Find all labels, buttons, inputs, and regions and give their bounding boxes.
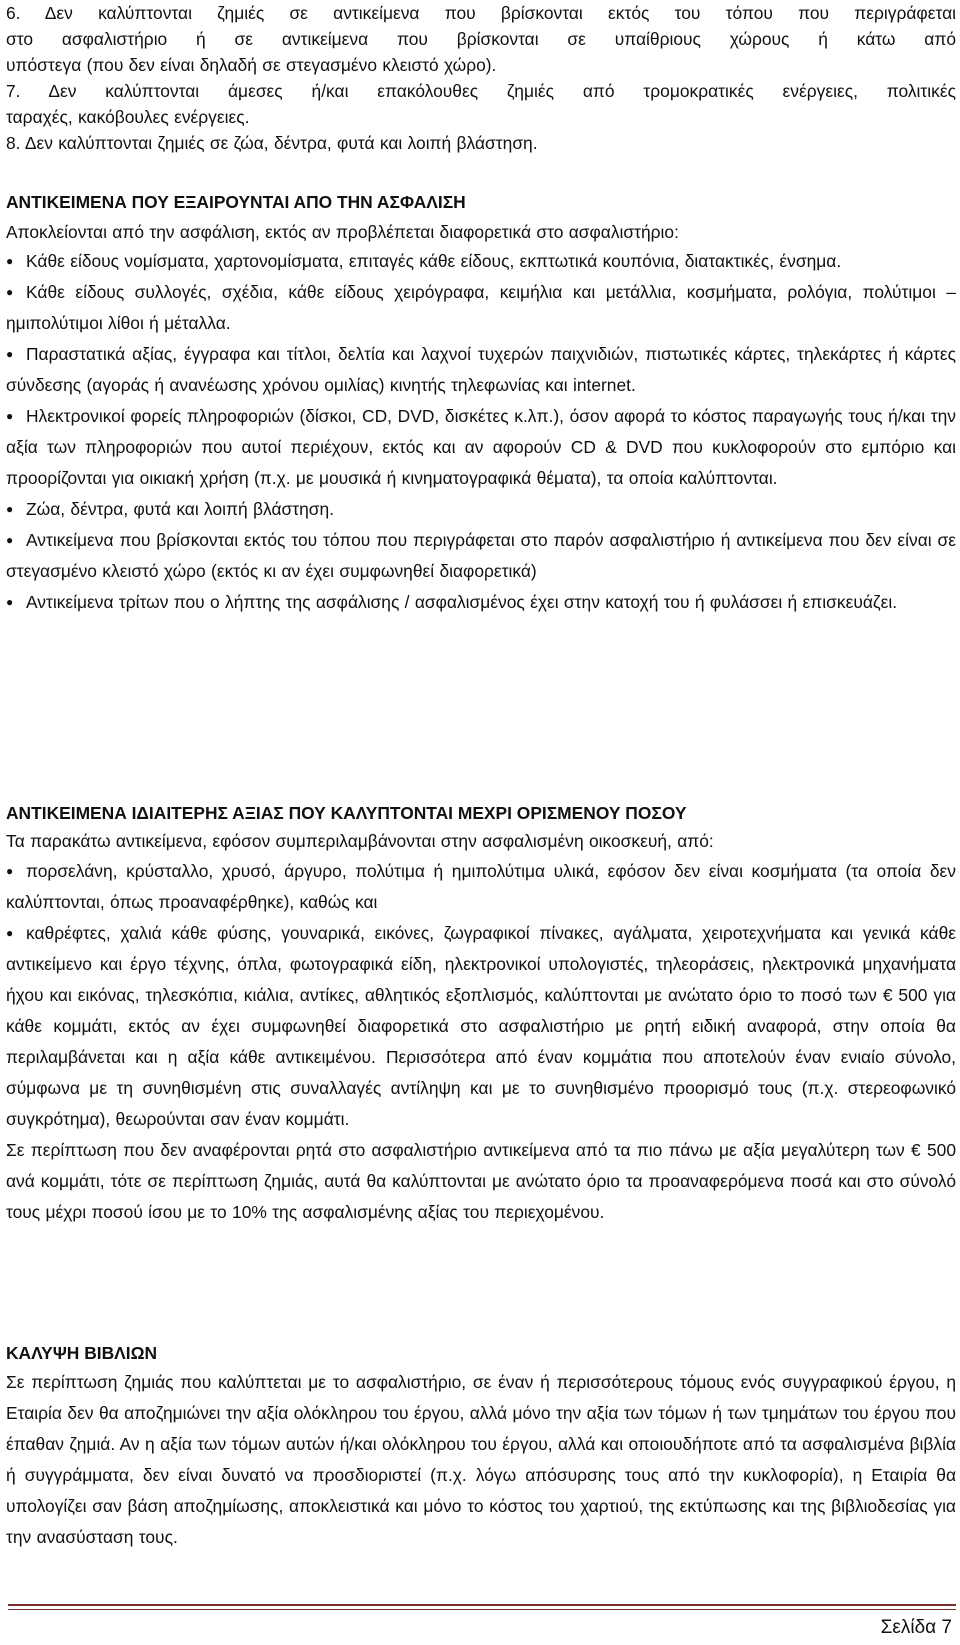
bullet-icon: ● xyxy=(6,926,14,940)
bullet-text: πορσελάνη, κρύσταλλο, χρυσό, άργυρο, πολύτιμα ή ημιπολύτιμα υλικά, εφόσον δεν είναι κοσμήματα (τα οποία δεν καλύπτονται, όπως προαναφέρθηκε), καθώς και xyxy=(6,861,956,912)
books-heading: ΚΑΛΥΨΗ ΒΙΒΛΙΩΝ xyxy=(6,1343,158,1363)
bullet-text: Ηλεκτρονικοί φορείς πληροφοριών (δίσκοι, CD, DVD, δισκέτες κ.λπ.), όσον αφορά το κόστος παραγωγής τους ή/και την αξία των πληροφοριών που αυτοί περιέχουν, εκτός και αν αφορούν CD & DVD που κυκλοφορούν στο εμπόριο και προορίζονται για οικιακή χρήση (π.χ. με μουσικά ή κινηματογραφικά θέματα), τα οποία καλύπτονται. xyxy=(6,406,956,488)
bullet-icon: ● xyxy=(6,409,14,423)
special-value-section xyxy=(6,799,956,1228)
bullet-icon: ● xyxy=(6,533,14,547)
excluded-heading: ΑΝΤΙΚΕΙΜΕΝΑ ΠΟΥ ΕΞΑΙΡΟΥΝΤΑΙ ΑΠΟ ΤΗΝ ΑΣΦΑΛΙΣΗ xyxy=(6,192,466,212)
special-intro: Τα παρακάτω αντικείμενα, εφόσον συμπεριλαμβάνονται στην ασφαλισμένη οικοσκευή, από: xyxy=(6,831,714,851)
bullet-icon: ● xyxy=(6,254,14,268)
excluded-bullet-1 xyxy=(6,246,956,277)
bullet-text: Παραστατικά αξίας, έγγραφα και τίτλοι, δελτία και λαχνοί τυχερών παιχνιδιών, πιστωτικές κάρτες, τηλεκάρτες ή κάρτες σύνδεσης (αγοράς ή ανανέωσης χρόνου ομιλίας) κινητής τηλεφωνίας και internet. xyxy=(6,344,956,395)
special-bullet-1 xyxy=(6,856,956,918)
excluded-bullet-4 xyxy=(6,401,956,494)
excluded-intro: Αποκλείονται από την ασφάλιση, εκτός αν προβλέπεται διαφορετικά στο ασφαλιστήριο: xyxy=(6,222,679,242)
bullet-text: καθρέφτες, χαλιά κάθε φύσης, γουναρικά, εικόνες, ζωγραφικοί πίνακες, αγάλματα, χειροτεχνήματα και γενικά κάθε αντικείμενο και έργο τέχνης, όπλα, φωτογραφικά είδη, ηλεκτρονικοί υπολογιστές, τηλεοράσεις, ηλεκτρονικά μηχανήματα ήχου και εικόνας, τηλεσκόπια, κιάλια, αντίκες, αθλητικός εξοπλισμός, καλύπτονται με ανώτατο όριο το ποσό των € 500 για κάθε κομμάτι, εκτός αν έχει συμφωνηθεί διαφορετικά στο ασφαλιστήριο με ρητή ειδική αναφορά, στην οποία θα περιλαμβάνεται και η αξία κάθε αντικειμένου. Περισσότερα από έναν κομμάτια που αποτελούν έναν ενιαίο σύνολο, σύμφωνα με τη συνηθισμένη στις συναλλαγές αντίληψη και με το συνηθισμένο προορισμό τους (π.χ. στερεοφωνικό συγκρότημα), θεωρούνται σαν έναν κομμάτι. xyxy=(6,923,956,1129)
page-number: Σελίδα 7 xyxy=(880,1617,952,1638)
excluded-bullet-6 xyxy=(6,525,956,587)
books-section xyxy=(6,1339,956,1553)
bullet-text: Αντικείμενα που βρίσκονται εκτός του τόπου που περιγράφεται στο παρόν ασφαλιστήριο ή αντικείμενα που δεν είναι σε στεγασμένο κλειστό χώρο (εκτός κι αν έχει συμφωνηθεί διαφορετικά) xyxy=(6,530,956,581)
item-6-line-2: στο ασφαλιστήριο ή σε αντικείμενα που βρίσκονται σε υπαίθριους χώρους ή κάτω από xyxy=(6,29,956,49)
item-6-line-3: υπόστεγα (που δεν είναι δηλαδή σε στεγασμένο κλειστό χώρο). xyxy=(6,55,497,75)
special-heading: ΑΝΤΙΚΕΙΜΕΝΑ ΙΔΙΑΙΤΕΡΗΣ ΑΞΙΑΣ ΠΟΥ ΚΑΛΥΠΤΟΝΤΑΙ ΜΕΧΡΙ ΟΡΙΣΜΕΝΟΥ ΠΟΣΟΥ xyxy=(6,803,687,823)
item-7-line-1: 7. Δεν καλύπτονται άμεσες ή/και επακόλουθες ζημιές από τρομοκρατικές ενέργειες, πολιτικές xyxy=(6,81,956,101)
excluded-bullet-2 xyxy=(6,277,956,339)
top-items xyxy=(6,0,956,156)
bullet-icon: ● xyxy=(6,285,14,299)
bullet-text: Αντικείμενα τρίτων που ο λήπτης της ασφάλισης / ασφαλισμένος έχει στην κατοχή του ή φυλάσσει ή επισκευάζει. xyxy=(26,592,898,612)
excluded-bullet-7 xyxy=(6,587,956,618)
books-paragraph: Σε περίπτωση ζημιάς που καλύπτεται με το ασφαλιστήριο, σε έναν ή περισσότερους τόμους ενός συγγραφικού έργου, η Εταιρία δεν θα αποζημιώνει την αξία ολόκληρου του έργου, αλλά μόνο την αξία των τόμων ή των τμημάτων του έργου που έπαθαν ζημιά. Αν η αξία των τόμων αυτών ή/και ολόκληρου του έργου, αλλά και οποιουδήποτε από τα ασφαλισμένα βιβλία ή συγγράμματα, δεν είναι δυνατό να προσδιοριστεί (π.χ. λόγω απόσυρσης τους από την κυκλοφορία), η Εταιρία θα υπολογίζει σαν βάση αποζημίωσης, αποκλειστικά και μόνο το κόστος του χαρτιού, της εκτύπωσης και της βιβλιοδεσίας για την ανασύσταση τους. xyxy=(6,1372,956,1547)
item-6-line-1: 6. Δεν καλύπτονται ζημιές σε αντικείμενα που βρίσκονται εκτός του τόπου που περιγράφεται xyxy=(6,3,956,23)
special-bullet-2 xyxy=(6,918,956,1135)
item-8: 8. Δεν καλύπτονται ζημιές σε ζώα, δέντρα, φυτά και λοιπή βλάστηση. xyxy=(6,133,538,153)
excluded-section xyxy=(6,187,956,618)
footer-rule-thin xyxy=(8,1609,956,1610)
special-paragraph: Σε περίπτωση που δεν αναφέρονται ρητά στο ασφαλιστήριο αντικείμενα από τα πιο πάνω με αξία μεγαλύτερη των € 500 ανά κομμάτι, τότε σε περίπτωση ζημιάς, αυτά θα καλύπτονται με ανώτατο όριο τα προαναφερόμενα ποσά και στο σύνολό τους μέχρι ποσού ίσου με το 10% της ασφαλισμένης αξίας του περιεχομένου. xyxy=(6,1140,956,1222)
bullet-text: Ζώα, δέντρα, φυτά και λοιπή βλάστηση. xyxy=(26,499,335,519)
excluded-bullet-5 xyxy=(6,494,956,525)
bullet-icon: ● xyxy=(6,502,14,516)
item-7-line-2: ταραχές, κακόβουλες ενέργειες. xyxy=(6,107,250,127)
bullet-icon: ● xyxy=(6,864,14,878)
bullet-text: Κάθε είδους νομίσματα, χαρτονομίσματα, επιταγές κάθε είδους, εκπτωτικά κουπόνια, διατακτικές, ένσημα. xyxy=(26,251,842,271)
bullet-icon: ● xyxy=(6,595,14,609)
bullet-icon: ● xyxy=(6,347,14,361)
footer-rule xyxy=(8,1604,956,1606)
excluded-bullet-3 xyxy=(6,339,956,401)
bullet-text: Κάθε είδους συλλογές, σχέδια, κάθε είδους χειρόγραφα, κειμήλια και μετάλλια, κοσμήματα, ρολόγια, πολύτιμοι – ημιπολύτιμοι λίθοι ή μέταλλα. xyxy=(6,282,956,333)
